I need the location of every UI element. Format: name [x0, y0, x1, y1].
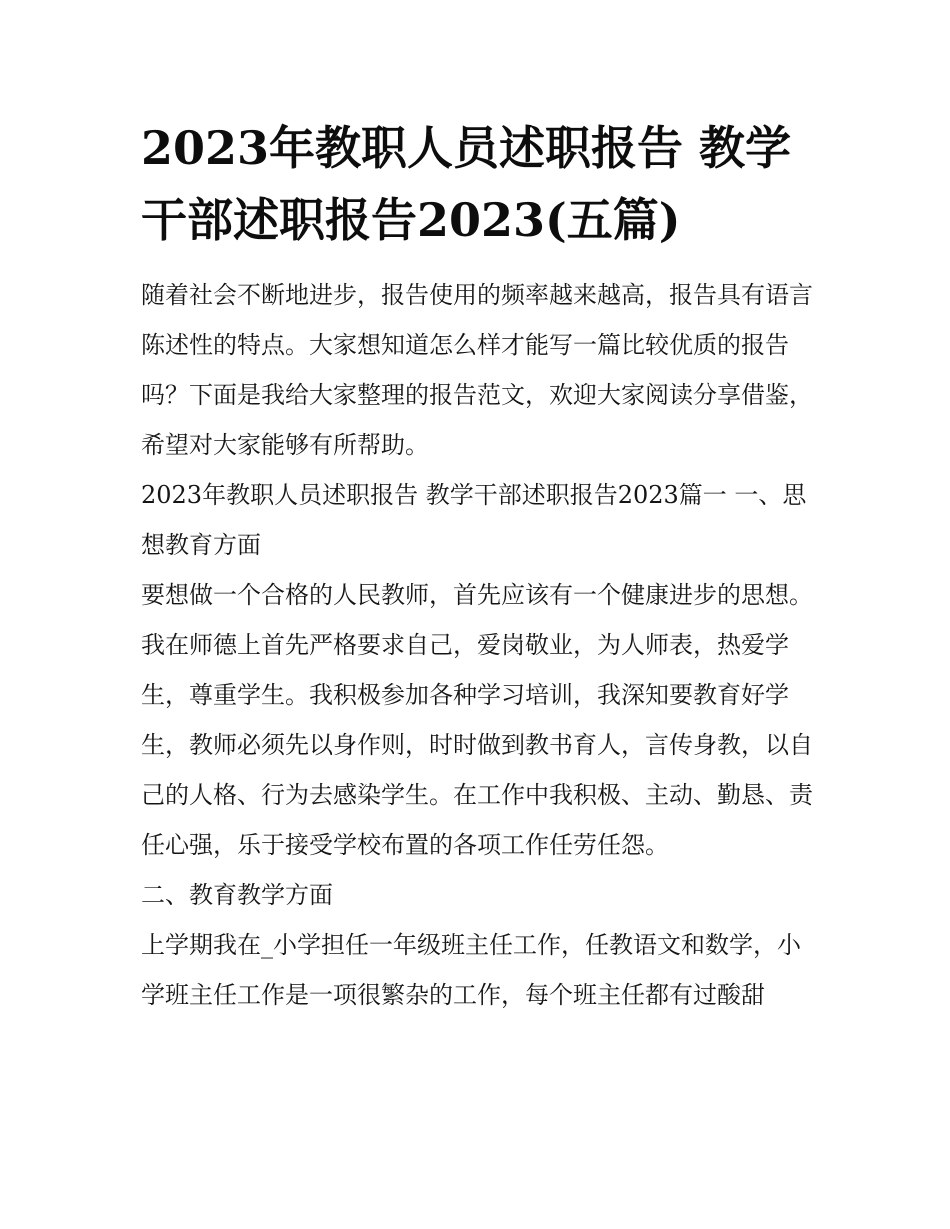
- section-heading-one: 2023年教职人员述职报告 教学干部述职报告2023篇一 一、思想教育方面: [141, 481, 807, 559]
- body-paragraph-teaching: 上学期我在_小学担任一年级班主任工作，任教语文和数学，小学班主任工作是一项很繁杂的工作，每个班主任都有过酸甜: [141, 931, 801, 1009]
- intro-paragraph: 随着社会不断地进步，报告使用的频率越来越高，报告具有语言陈述性的特点。大家想知道怎么样才能写一篇比较优质的报告吗？下面是我给大家整理的报告范文，欢迎大家阅读分享借鉴，希望对大家能够有所帮助。: [141, 281, 813, 459]
- section-heading-two: 二、教育教学方面: [141, 881, 333, 909]
- document-title: 2023年教职人员述职报告 教学干部述职报告2023(五篇): [141, 121, 792, 247]
- body-paragraph-thought: 要想做一个合格的人民教师，首先应该有一个健康进步的思想。我在师德上首先严格要求自己，爱岗敬业，为人师表，热爱学生，尊重学生。我积极参加各种学习培训，我深知要教育好学生，教师必须先以身作则，时时做到教书育人，言传身教，以自己的人格、行为去感染学生。在工作中我积极、主动、勤恳、责任心强，乐于接受学校布置的各项工作任劳任怨。: [141, 581, 813, 859]
- document-content: [141, 112, 813, 1020]
